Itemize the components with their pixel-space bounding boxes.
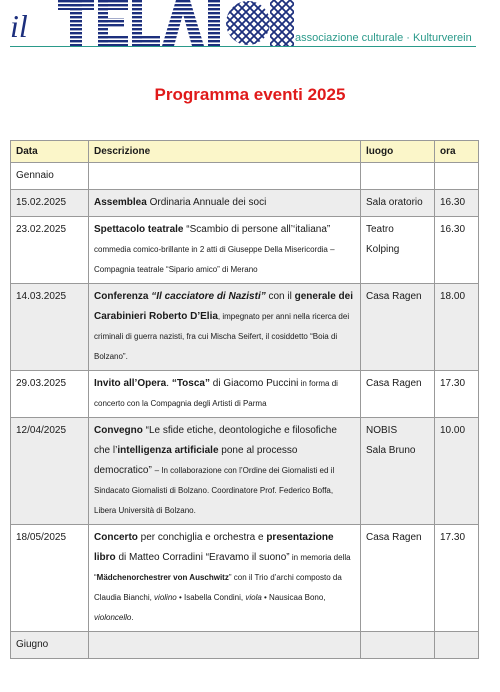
telaio-logo-icon: [58, 0, 294, 46]
header-data: Data: [11, 141, 89, 163]
event-place: Casa Ragen: [361, 284, 435, 371]
event-place: Casa Ragen: [361, 525, 435, 632]
table-row: [11, 284, 479, 371]
table-row: [11, 217, 479, 284]
table-row: [11, 418, 479, 525]
month-row: [11, 163, 479, 190]
month-label: Giugno: [11, 632, 89, 659]
event-date: 12/04/2025: [11, 418, 89, 525]
page-title: Programma eventi 2025: [154, 85, 346, 104]
event-date: 29.03.2025: [11, 371, 89, 418]
table-row: [11, 190, 479, 217]
event-time: 10.00: [435, 418, 479, 525]
event-description: Invito all’Opera. “Tosca” di Giacomo Puccini in forma di concerto con la Compagnia degli Artisti di Parma: [89, 371, 361, 418]
association-tagline: associazione culturale · Kulturverein: [295, 32, 472, 44]
event-date: 23.02.2025: [11, 217, 89, 284]
header-divider: [10, 46, 476, 47]
header: [0, 0, 500, 60]
header-descrizione: Descrizione: [89, 141, 361, 163]
event-description: Assemblea Ordinaria Annuale dei soci: [89, 190, 361, 217]
month-label: Gennaio: [11, 163, 89, 190]
month-row: [11, 632, 479, 659]
logo-il-text: il: [10, 8, 28, 44]
event-date: 14.03.2025: [11, 284, 89, 371]
table-row: [11, 525, 479, 632]
header-luogo: luogo: [361, 141, 435, 163]
event-date: 15.02.2025: [11, 190, 89, 217]
event-time: 18.00: [435, 284, 479, 371]
header-ora: ora: [435, 141, 479, 163]
event-time: 16.30: [435, 190, 479, 217]
event-place: NOBIS Sala Bruno: [361, 418, 435, 525]
event-time: 17.30: [435, 371, 479, 418]
event-place: Teatro Kolping: [361, 217, 435, 284]
events-table: [10, 140, 479, 659]
event-description: Conferenza “Il cacciatore di Nazisti” con il generale dei Carabinieri Roberto D’Elia, impegnato per anni nella ricerca dei criminali di guerra nazisti, fra cui Mischa Seifert, il cosiddetto “Boia di Bolzano”.: [89, 284, 361, 371]
event-description: Convegno “Le sfide etiche, deontologiche e filosofiche che l’intelligenza artificiale pone al processo democratico” – In collaborazione con l’Ordine dei Giornalisti ed il Sindacato Giornalisti di Bolzano. Coordinatore Prof. Federico Boffa, Libera Università di Bolzano.: [89, 418, 361, 525]
event-date: 18/05/2025: [11, 525, 89, 632]
event-place: Sala oratorio: [361, 190, 435, 217]
event-description: Concerto per conchiglia e orchestra e presentazione libro di Matteo Corradini “Eravamo il suono” in memoria della “Mädchenorchestrer von Auschwitz” con il Trio d’archi composto da Claudia Bianchi, violino • Isabella Condini, viola • Nausicaa Bono, violoncello.: [89, 525, 361, 632]
event-time: 17.30: [435, 525, 479, 632]
event-time: 16.30: [435, 217, 479, 284]
event-description: Spettacolo teatrale “Scambio di persone all’‘italiana” commedia comico-brillante in 2 atti di Giuseppe Della Misericordia – Compagnia teatrale “Sipario amico” di Merano: [89, 217, 361, 284]
event-place: Casa Ragen: [361, 371, 435, 418]
table-header-row: [11, 141, 479, 163]
table-row: [11, 371, 479, 418]
